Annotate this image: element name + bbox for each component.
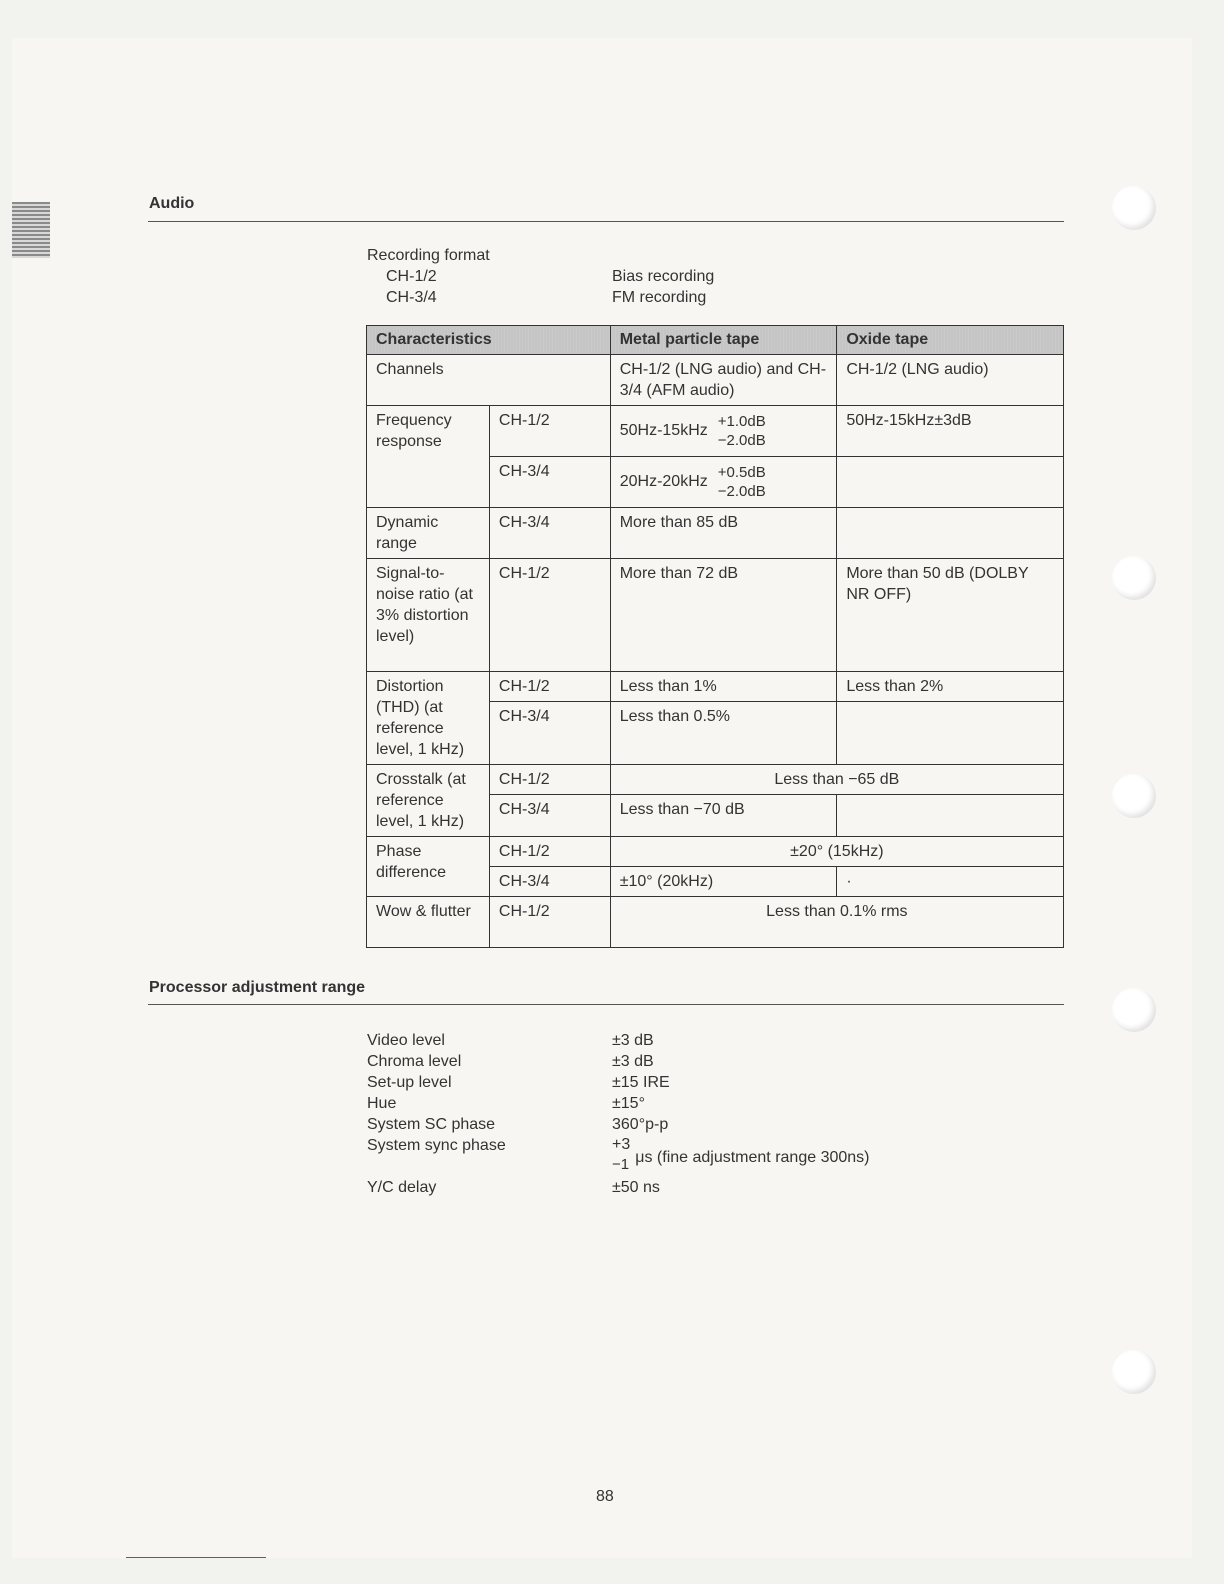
table-row [367, 672, 1064, 702]
item-label: Hue [367, 1095, 397, 1112]
section-tab-marker [12, 202, 50, 258]
cell-metal: More than 85 dB [610, 508, 837, 559]
freq-range: 50Hz-15kHz [619, 422, 708, 440]
cell-oxide [837, 508, 1064, 559]
tolerance-minus: −2.0dB [717, 483, 766, 500]
cell-oxide: More than 50 dB (DOLBY NR OFF) [837, 559, 1064, 672]
divider [126, 1557, 266, 1558]
row-label: Dynamic range [367, 508, 490, 559]
cell-channel: CH-3/4 [489, 795, 610, 837]
cell-oxide [837, 457, 1064, 508]
freq-range: 20Hz-20kHz [619, 473, 708, 491]
page-number: 88 [596, 1488, 614, 1505]
cell-both: ±20° (15kHz) [610, 837, 1063, 867]
row-label: Signal-to-noise ratio (at 3% distortion level) [367, 559, 490, 672]
recording-channel: CH-1/2 [386, 268, 437, 285]
table-row [367, 765, 1064, 795]
item-label: System SC phase [367, 1116, 496, 1133]
table-row [367, 897, 1064, 948]
tolerance-minus: −1 [612, 1156, 630, 1173]
cell-channel: CH-3/4 [489, 457, 610, 508]
header-oxide: Oxide tape [837, 326, 1064, 355]
cell-metal: Less than 0.5% [610, 702, 837, 765]
row-label: Phase difference [367, 837, 490, 897]
list-item [367, 1093, 869, 1114]
processor-list [367, 1030, 869, 1198]
tolerance [718, 463, 766, 501]
item-value: ±3 dB [612, 1032, 654, 1049]
cell-channel: CH-1/2 [489, 897, 610, 948]
binder-hole [1112, 1350, 1156, 1394]
tolerance [718, 412, 766, 450]
cell-oxide [837, 795, 1064, 837]
list-item [367, 1051, 869, 1072]
cell-metal [610, 406, 837, 457]
tolerance-plus: +3 [612, 1136, 631, 1153]
table-row [367, 406, 1064, 457]
row-label: Frequency response [367, 406, 490, 508]
binder-hole [1112, 556, 1156, 600]
list-item [367, 1030, 869, 1051]
cell-oxide: · [837, 867, 1064, 897]
tolerance-plus: +1.0dB [717, 413, 766, 430]
cell-channel: CH-3/4 [489, 867, 610, 897]
item-label: System sync phase [367, 1137, 506, 1154]
cell-channel: CH-3/4 [489, 508, 610, 559]
table-header-row [367, 326, 1064, 355]
list-item [367, 1072, 869, 1093]
row-label: Crosstalk (at reference level, 1 kHz) [367, 765, 490, 837]
recording-method: FM recording [612, 289, 707, 306]
recording-method: Bias recording [612, 268, 715, 285]
cell-oxide: Less than 2% [837, 672, 1064, 702]
cell-metal: Less than −70 dB [610, 795, 837, 837]
cell-oxide [837, 702, 1064, 765]
binder-hole [1112, 988, 1156, 1032]
cell-channel: CH-1/2 [489, 672, 610, 702]
list-item [367, 1177, 869, 1198]
cell-channel: CH-1/2 [489, 837, 610, 867]
section-rule [148, 1004, 1064, 1005]
binder-hole [1112, 774, 1156, 818]
list-item [367, 1114, 869, 1135]
item-value: ±15° [612, 1095, 645, 1112]
tolerance-minus: −2.0dB [717, 432, 766, 449]
table-row [367, 559, 1064, 672]
cell-metal [610, 457, 837, 508]
table-row [367, 837, 1064, 867]
audio-section-title: Audio [149, 195, 195, 212]
cell-metal: More than 72 dB [610, 559, 837, 672]
item-label: Chroma level [367, 1053, 462, 1070]
header-metal: Metal particle tape [610, 326, 837, 355]
item-label: Set-up level [367, 1074, 452, 1091]
cell-channel: CH-3/4 [489, 702, 610, 765]
cell-channel: CH-1/2 [489, 559, 610, 672]
cell-channel: CH-1/2 [489, 406, 610, 457]
binder-hole [1112, 186, 1156, 230]
cell-both: Less than −65 dB [610, 765, 1063, 795]
cell-oxide: 50Hz-15kHz±3dB [837, 406, 1064, 457]
processor-section-title: Processor adjustment range [149, 979, 366, 996]
cell-oxide: CH-1/2 (LNG audio) [837, 355, 1064, 406]
row-label: Wow & flutter [367, 897, 490, 948]
table-row [367, 508, 1064, 559]
recording-channel: CH-3/4 [386, 289, 437, 306]
cell-metal: Less than 1% [610, 672, 837, 702]
audio-spec-table [366, 325, 1064, 948]
table-row [367, 355, 1064, 406]
sync-tolerance [612, 1135, 630, 1177]
recording-format-label: Recording format [367, 247, 490, 264]
row-label: Channels [367, 355, 611, 406]
sync-suffix: μs (fine adjustment range 300ns) [635, 1149, 870, 1166]
row-label: Distortion (THD) (at reference level, 1 kHz) [367, 672, 490, 765]
tolerance-plus: +0.5dB [717, 464, 766, 481]
item-value: ±15 IRE [612, 1074, 670, 1091]
cell-channel: CH-1/2 [489, 765, 610, 795]
item-value: ±3 dB [612, 1053, 654, 1070]
item-label: Y/C delay [367, 1179, 437, 1196]
cell-metal: ±10° (20kHz) [610, 867, 837, 897]
cell-both: Less than 0.1% rms [610, 897, 1063, 948]
list-item [367, 1135, 869, 1177]
header-characteristics: Characteristics [367, 326, 611, 355]
item-value: ±50 ns [612, 1179, 660, 1196]
section-rule [148, 221, 1064, 222]
item-value: 360°p-p [612, 1116, 669, 1133]
cell-metal: CH-1/2 (LNG audio) and CH-3/4 (AFM audio) [610, 355, 837, 406]
item-label: Video level [367, 1032, 445, 1049]
